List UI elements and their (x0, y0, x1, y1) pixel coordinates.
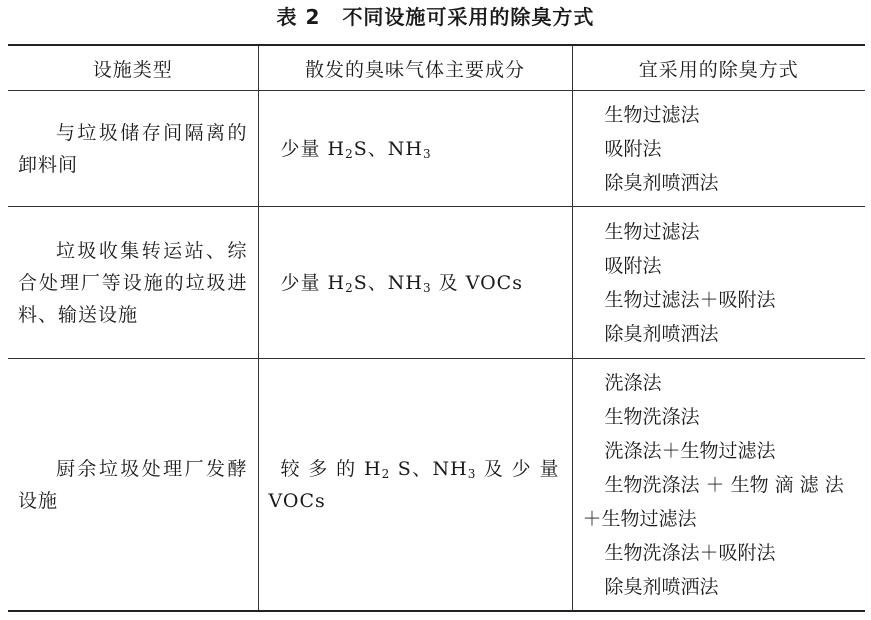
deodorization-table (8, 44, 865, 612)
gas-text: 少量 H (280, 137, 346, 160)
method-item: 生物过滤法 (604, 103, 700, 126)
gas-text: S、NH (390, 457, 468, 480)
odor-components-cell (258, 91, 572, 207)
method-item: 除臭剂喷洒法 (604, 171, 719, 194)
column-header-odor-components: 散发的臭味气体主要成分 (258, 45, 572, 91)
method-item: 洗涤法 (604, 371, 662, 394)
header-row (8, 45, 865, 91)
gas-text: 及 VOCs (431, 271, 523, 294)
table-row (8, 359, 865, 612)
table-caption (0, 2, 871, 32)
odor-components-cell (258, 207, 572, 359)
odor-components-cell (258, 359, 572, 612)
method-item: 生物过滤法 (604, 220, 700, 243)
gas-text: S、NH (353, 271, 423, 294)
method-item: 除臭剂喷洒法 (604, 575, 719, 598)
methods-cell (572, 207, 865, 359)
gas-text: 较 多 的 H (280, 457, 382, 480)
method-item: 生物洗涤法＋吸附法 (604, 541, 776, 564)
gas-subscript: 3 (422, 280, 432, 295)
table-number: 表 2 (276, 5, 321, 29)
gas-subscript: 3 (467, 466, 477, 481)
facility-type-cell: 厨余垃圾处理厂发酵设施 (8, 359, 258, 612)
method-item: 生物过滤法＋吸附法 (604, 288, 776, 311)
facility-type-cell: 垃圾收集转运站、综合处理厂等设施的垃圾进料、输送设施 (8, 207, 258, 359)
column-header-deodorization-methods: 宜采用的除臭方式 (572, 45, 865, 91)
gas-subscript: 3 (422, 146, 432, 161)
methods-cell (572, 91, 865, 207)
facility-type-cell: 与垃圾储存间隔离的卸料间 (8, 91, 258, 207)
column-header-facility-type: 设施类型 (8, 45, 258, 91)
method-item: 吸附法 (604, 137, 662, 160)
table-row (8, 207, 865, 359)
gas-subscript: 2 (345, 146, 354, 161)
methods-cell (572, 359, 865, 612)
method-item: 生物洗涤法 (604, 405, 700, 428)
method-item: 吸附法 (604, 254, 662, 277)
gas-subscript: 2 (345, 280, 354, 295)
gas-text: 少量 H (280, 271, 346, 294)
method-item: 生物洗涤法 ＋ 生物 滴 滤 法＋生物过滤法 (582, 473, 844, 530)
table-row (8, 91, 865, 207)
method-item: 洗涤法＋生物过滤法 (604, 439, 776, 462)
method-item: 除臭剂喷洒法 (604, 322, 719, 345)
gas-text: S、NH (353, 137, 423, 160)
gas-subscript: 2 (381, 466, 391, 481)
gas-text: 及 少 量 VOCs (268, 457, 560, 512)
table-title: 不同设施可采用的除臭方式 (342, 5, 595, 29)
